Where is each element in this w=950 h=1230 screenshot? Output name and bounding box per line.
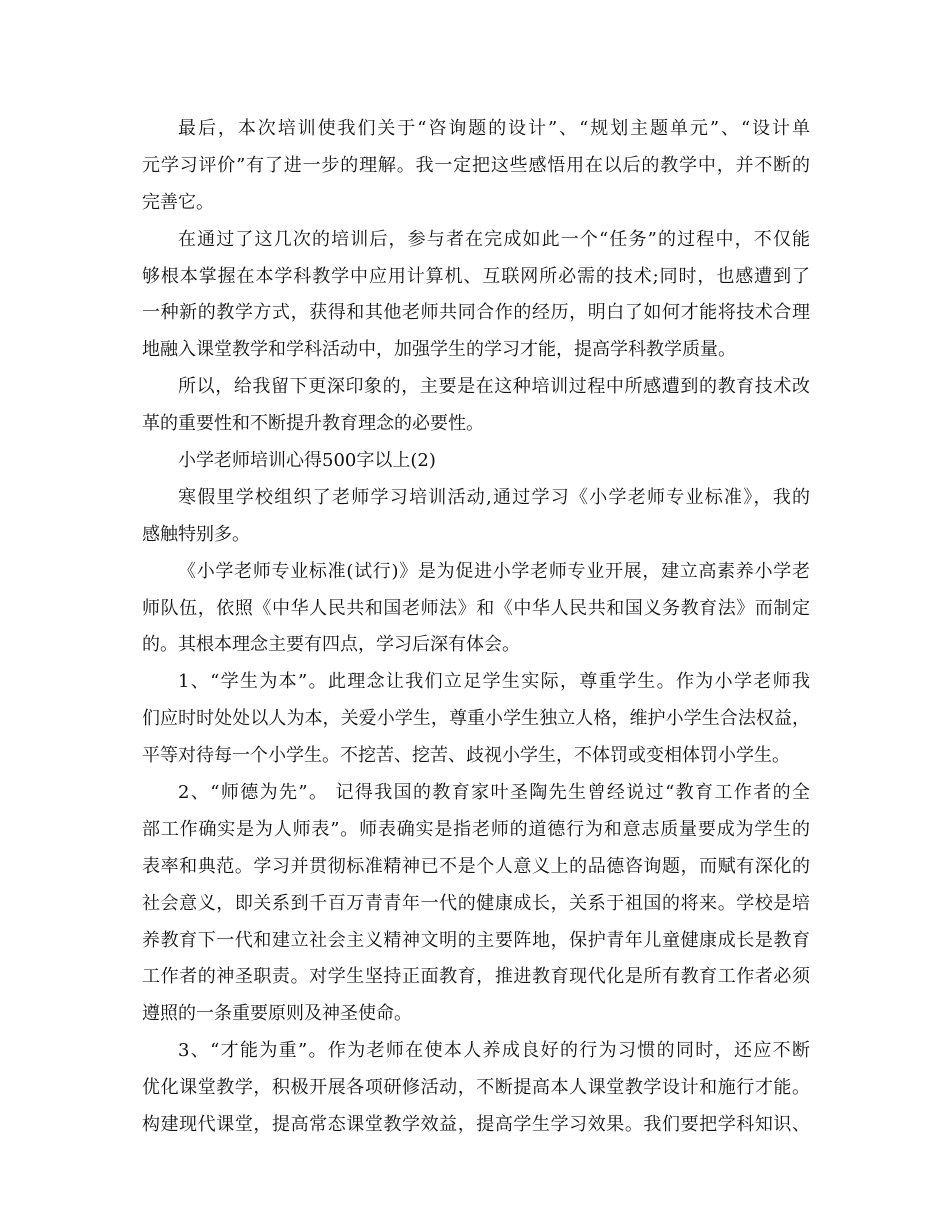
text-line: 地融入课堂教学和学科活动中，加强学生的学习才能，提高学科教学质量。 bbox=[142, 339, 736, 361]
text-line: 优化课堂教学，积极开展各项研修活动，不断提高本人课堂教学设计和施行才能。 bbox=[142, 1077, 810, 1099]
text-line: 元学习评价”有了进一步的理解。我一定把这些感悟用在以后的教学中，并不断的 bbox=[142, 154, 810, 176]
text-line: 所以，给我留下更深印象的，主要是在这种培训过程中所感遭到的教育技术改 bbox=[178, 376, 810, 398]
text-line: 师队伍，依照《中华人民共和国老师法》和《中华人民共和国义务教育法》而制定 bbox=[142, 597, 810, 619]
text-line: 的。其根本理念主要有四点，学习后深有体会。 bbox=[142, 634, 520, 656]
text-line: 革的重要性和不断提升教育理念的必要性。 bbox=[142, 413, 484, 435]
text-line: 工作者的神圣职责。对学生坚持正面教育，推进教育现代化是所有教育工作者必须 bbox=[142, 966, 810, 988]
text-line: 3、“才能为重”。作为老师在使本人养成良好的行为习惯的同时，还应不断 bbox=[178, 1040, 810, 1062]
text-line: 在通过了这几次的培训后，参与者在完成如此一个“任务”的过程中，不仅能 bbox=[178, 228, 810, 250]
text-line: 《小学老师专业标准(试行)》是为促进小学老师专业开展，建立高素养小学老 bbox=[178, 560, 810, 582]
text-line: 平等对待每一个小学生。不挖苦、挖苦、歧视小学生，不体罚或变相体罚小学生。 bbox=[142, 745, 790, 767]
text-line: 构建现代课堂，提高常态课堂教学效益，提高学生学习效果。我们要把学科知识、 bbox=[142, 1114, 810, 1136]
text-line: 表率和典范。学习并贯彻标准精神已不是个人意义上的品德咨询题，而赋有深化的 bbox=[142, 855, 810, 877]
text-line: 小学老师培训心得500字以上(2) bbox=[178, 450, 436, 472]
text-line: 最后，本次培训使我们关于“咨询题的设计”、“规划主题单元”、“设计单 bbox=[178, 118, 810, 139]
text-line: 遵照的一条重要原则及神圣使命。 bbox=[142, 1003, 412, 1025]
text-line: 完善它。 bbox=[142, 191, 214, 213]
text-line: 养教育下一代和建立社会主义精神文明的主要阵地，保护青年儿童健康成长是教育 bbox=[142, 929, 810, 951]
text-line: 1、“学生为本”。此理念让我们立足学生实际，尊重学生。作为小学老师我 bbox=[178, 671, 810, 693]
text-line: 寒假里学校组织了老师学习培训活动,通过学习《小学老师专业标准》，我的 bbox=[178, 486, 810, 508]
document-body bbox=[142, 111, 810, 1144]
text-line: 部工作确实是为人师表”。师表确实是指老师的道德行为和意志质量要成为学生的 bbox=[142, 818, 810, 840]
text-line: 够根本掌握在本学科教学中应用计算机、互联网所必需的技术;同时，也感遭到了 bbox=[142, 265, 810, 287]
text-line: 感触特别多。 bbox=[142, 523, 250, 545]
text-line: 2、“师德为先”。 记得我国的教育家叶圣陶先生曾经说过“教育工作者的全 bbox=[178, 782, 810, 804]
text-line: 社会意义，即关系到千百万青青年一代的健康成长，关系于祖国的将来。学校是培 bbox=[142, 892, 810, 914]
text-line: 们应时时处处以人为本，关爱小学生，尊重小学生独立人格，维护小学生合法权益， bbox=[142, 708, 810, 730]
text-line: 一种新的教学方式，获得和其他老师共同合作的经历，明白了如何才能将技术合理 bbox=[142, 302, 810, 324]
